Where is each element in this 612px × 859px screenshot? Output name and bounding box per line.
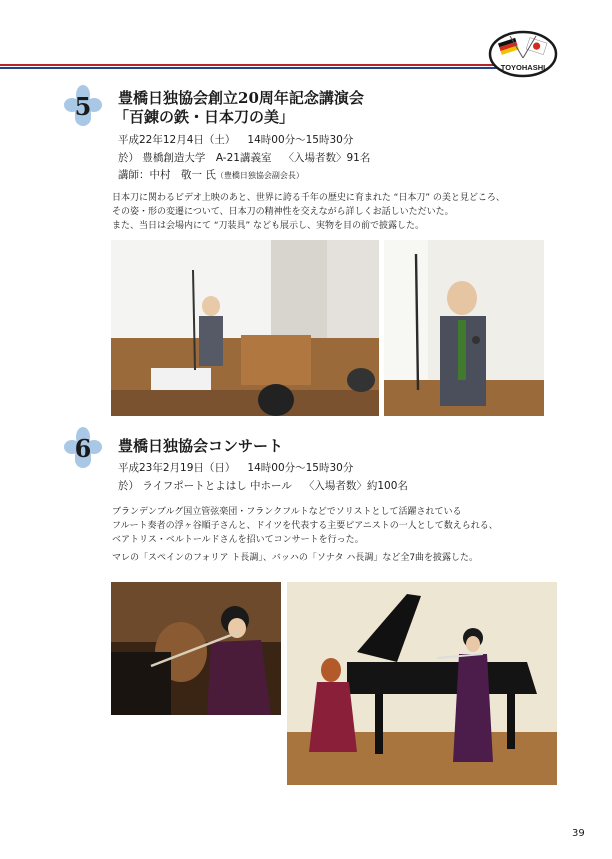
- page-number: 39: [572, 828, 585, 839]
- section-5-emblem: [64, 85, 102, 127]
- section-5-description: 日本刀に関わるビデオ上映のあと、世界に誇る千年の歴史に育まれた “日本刀” の美と見どころ、 その姿・形の変遷について、日本刀の精神性を交えながら詳しくお話しいただいた。 また、当日は会場内にて “刀装具” なども展示し、実物を目の前で披露した。: [112, 193, 505, 231]
- section-6-emblem: [64, 427, 102, 469]
- logo-text: TOYOHASHI: [500, 63, 546, 72]
- section-5-number: 5: [74, 92, 92, 121]
- section-5-venue: 於） 豊橋創造大学 A-21講義室 〈入場者数〉91名: [118, 152, 371, 164]
- header-rule-blue: [0, 67, 518, 69]
- concert-photo-flute: [111, 582, 281, 715]
- toyohashi-logo: [488, 30, 558, 78]
- section-6-number: 6: [74, 434, 92, 463]
- section-6-date: 平成23年2月19日（日） 14時00分～15時30分: [118, 462, 354, 474]
- section-6-description: ブランデンブルグ国立管弦楽団・フランクフルトなどでソリストとして活躍されている フルート奏者の浮ヶ谷順子さんと、ドイツを代表する主要ピアニストの一人として数えられる、 ベアトリス・ベルトールドさんを招いてコンサートを行った。 マレの「スペインのフォリア ト長調」、バッハの「ソナタ ハ長調」など全7曲を披露した。: [112, 507, 498, 563]
- section-6-venue: 於） ライフポートとよはし 中ホール 〈入場者数〉約100名: [118, 480, 408, 492]
- concert-photo-piano: [287, 582, 557, 785]
- section-6-title: 豊橋日独協会コンサート: [118, 437, 284, 455]
- lecture-photo-wide: [111, 240, 379, 416]
- header-rule-red: [0, 64, 518, 66]
- section-5-date: 平成22年12月4日（土） 14時00分～15時30分: [118, 134, 354, 146]
- section-5-title-line1: 豊橋日独協会創立20周年記念講演会: [118, 89, 364, 107]
- lecture-photo-speaker: [384, 240, 544, 416]
- section-5-speaker: 講師：中村 敬一 氏（豊橋日独協会副会長）: [118, 169, 304, 181]
- section-5-title-line2: 「百錬の鉄・日本刀の美」: [114, 108, 295, 126]
